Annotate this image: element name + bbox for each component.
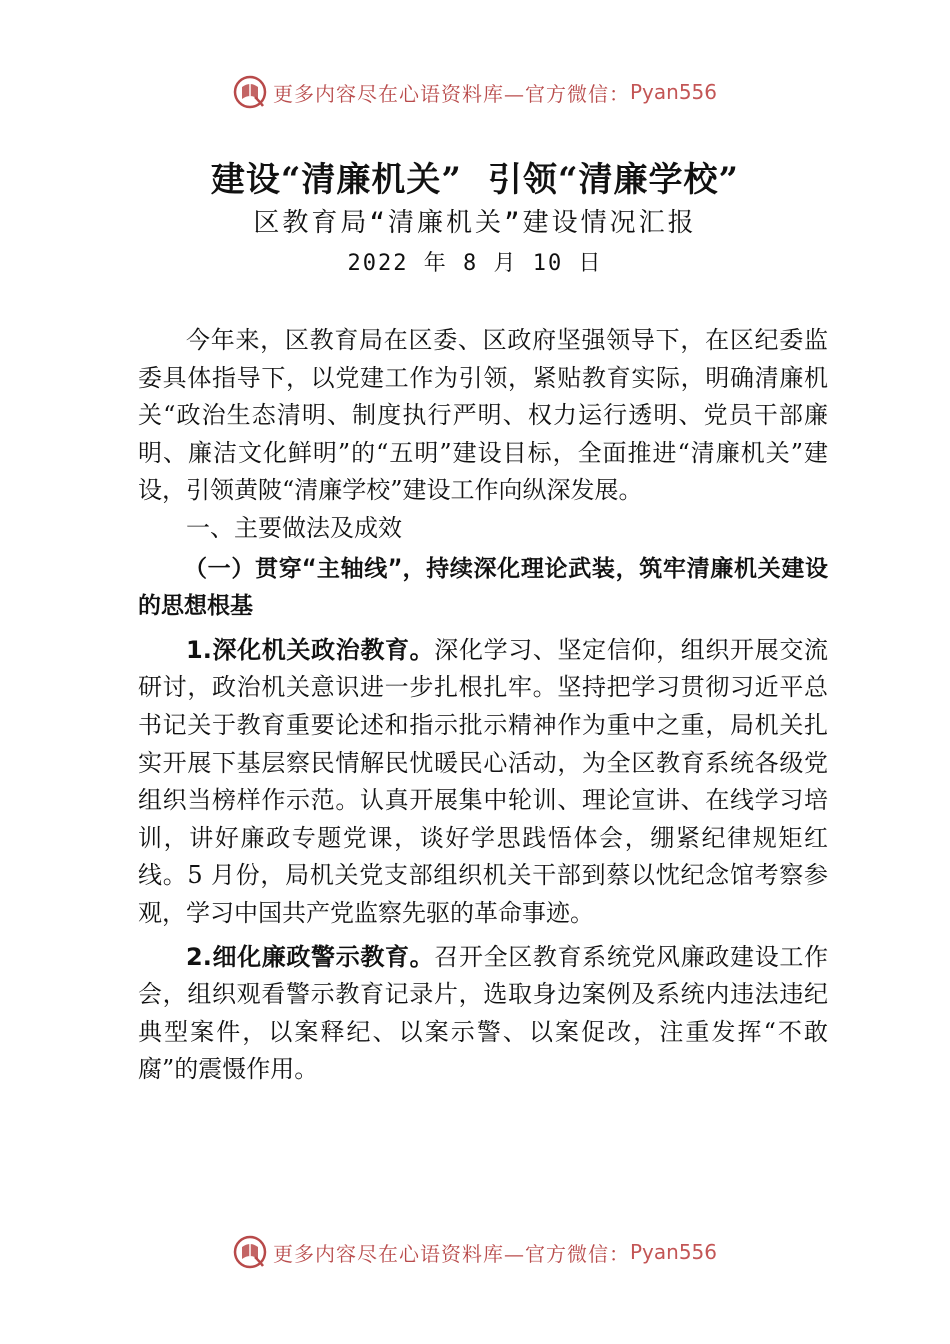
title-part-1: 建设“清廉机关” [210,160,462,200]
item-lead: 1.深化机关政治教育。 [186,635,435,664]
list-item [138,939,828,1089]
subsection-heading: （一）贯穿“主轴线”，持续深化理论武装，筑牢清廉机关建设的思想根基 [138,555,828,620]
document-body [138,322,828,1089]
item-lead: 2.细化廉政警示教育。 [186,942,435,971]
document-date: 2022 年 8 月 10 日 [347,251,603,276]
section-heading: 一、主要做法及成效 [186,513,402,542]
item-body: 深化学习、坚定信仰，组织开展交流研讨，政治机关意识进一步扎根扎牢。坚持把学习贯彻习近平总书记关于教育重要论述和指示批示精神作为重中之重，局机关扎实开展下基层察民情解民忧暖民心活动，为全区教育系统各级党组织当榜样作示范。认真开展集中轮训、理论宣讲、在线学习培训，讲好廉政专题党课，谈好学思践悟体会，绷紧纪律规矩红线。5 月份，局机关党支部组织机关干部到蔡以忱纪念馆考察参观，学习中国共产党监察先驱的革命事迹。 [138,635,828,927]
title-part-2: 引领“清廉学校” [488,160,740,200]
item-body: 召开全区教育系统党风廉政建设工作会，组织观看警示教育记录片，选取身边案例及系统内违法违纪典型案件，以案释纪、以案示警、以案促改，注重发挥“不敢腐”的震慑作用。 [138,942,828,1084]
list-item [138,632,828,933]
intro-paragraph: 今年来，区教育局在区委、区政府坚强领导下，在区纪委监委具体指导下，以党建工作为引领，紧贴教育实际，明确清廉机关“政治生态清明、制度执行严明、权力运行透明、党员干部廉明、廉洁文化鲜明”的“五明”建设目标，全面推进“清廉机关”建设，引领黄陂“清廉学校”建设工作向纵深发展。 [138,326,828,505]
watermark-wechat-id: Pyan556 [629,80,717,104]
watermark-banner-bottom [0,1230,950,1274]
logo-icon [233,75,267,109]
logo-icon [233,1235,267,1269]
watermark-text: 更多内容尽在心语资料库—官方微信： [272,1241,630,1266]
watermark-wechat-id: Pyan556 [629,1240,717,1264]
document-title [0,152,950,201]
watermark-banner-top [0,70,950,114]
watermark-text: 更多内容尽在心语资料库—官方微信： [272,81,630,106]
document-subtitle: 区教育局“清廉机关”建设情况汇报 [253,208,697,238]
